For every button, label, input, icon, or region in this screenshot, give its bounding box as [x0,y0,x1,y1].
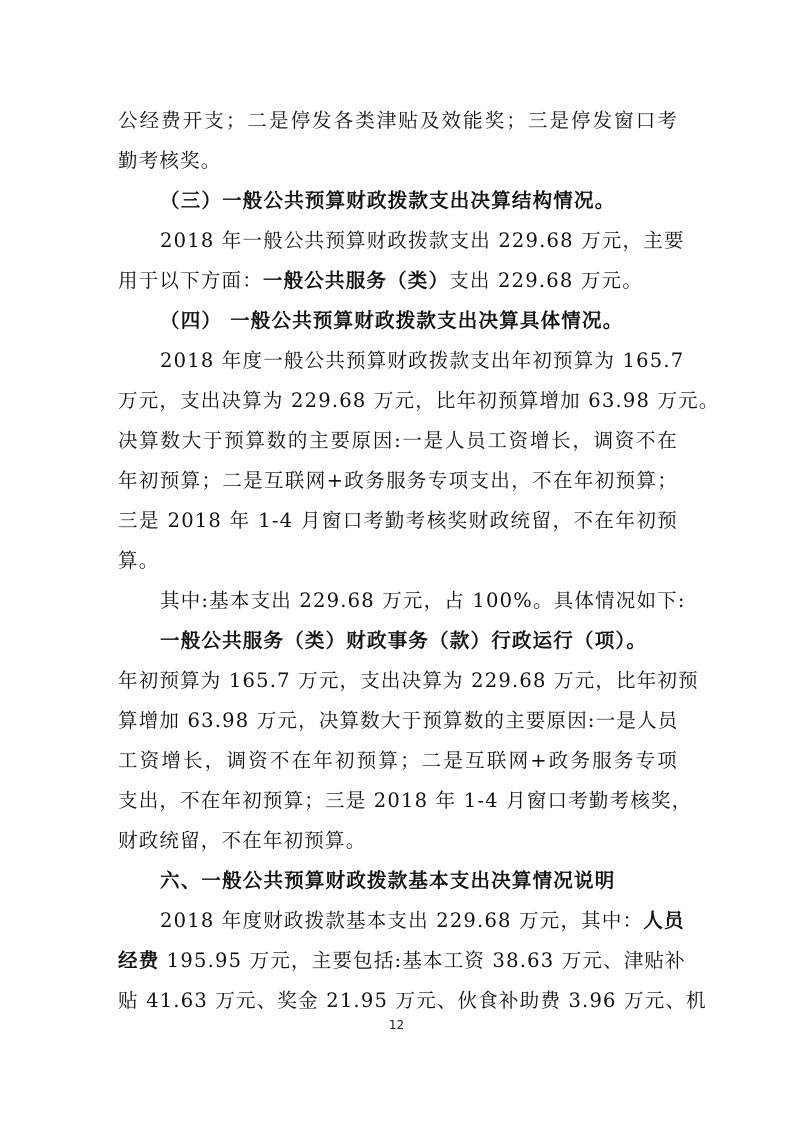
text-line: 算增加 63.98 万元，决算数大于预算数的主要原因:一是人员 [118,709,679,732]
text-span: 2018 年度财政拨款基本支出 229.68 万元，其中： [160,909,644,932]
page-number: 12 [388,1018,405,1032]
bold-span: 人员 [643,909,685,932]
text-line: 勤考核奖。 [118,149,222,172]
section-heading: （四） 一般公共预算财政拨款支出决算具体情况。 [160,309,624,332]
bold-span: 一般公共服务（类） [262,269,450,292]
text-line: 2018 年一般公共预算财政拨款支出 229.68 万元，主要 [160,229,685,252]
bold-heading: 一般公共服务（类）财政事务（款）行政运行（项）。 [160,629,648,652]
section-heading: 六、一般公共预算财政拨款基本支出决算情况说明 [160,869,616,892]
text-line [118,948,686,974]
text-line: 年初预算为 165.7 万元，支出决算为 229.68 万元，比年初预 [118,669,699,692]
text-line [160,908,685,934]
text-line: 算。 [118,549,160,572]
text-span: 195.95 万元，主要包括:基本工资 38.63 万元、津贴补 [159,949,686,972]
section-heading: （三）一般公共预算财政拨款支出决算结构情况。 [160,189,616,212]
text-line: 贴 41.63 万元、奖金 21.95 万元、伙食补助费 3.96 万元、机 [118,989,707,1012]
text-line: 三是 2018 年 1-4 月窗口考勤考核奖财政统留，不在年初预 [118,509,678,532]
text-span: 用于以下方面： [118,269,263,292]
text-line: 2018 年度一般公共预算财政拨款支出年初预算为 165.7 [160,349,685,372]
text-line: 支出，不在年初预算；三是 2018 年 1-4 月窗口考勤考核奖， [118,789,693,812]
text-line: 万元，支出决算为 229.68 万元，比年初预算增加 63.98 万元。 [118,389,720,412]
bold-span: 经费 [118,949,160,972]
text-line [118,268,678,294]
text-line: 其中:基本支出 229.68 万元，占 100%。具体情况如下: [160,589,686,612]
text-line: 年初预算；二是互联网+政务服务专项支出，不在年初预算； [118,469,678,492]
text-line: 财政统留，不在年初预算。 [118,829,367,852]
text-span: 支出 229.68 万元。 [449,269,643,292]
text-line: 公经费开支；二是停发各类津贴及效能奖；三是停发窗口考 [118,109,678,132]
text-line: 工资增长，调资不在年初预算；二是互联网+政务服务专项 [118,749,678,772]
text-line: 决算数大于预算数的主要原因:一是人员工资增长，调资不在 [118,429,678,452]
